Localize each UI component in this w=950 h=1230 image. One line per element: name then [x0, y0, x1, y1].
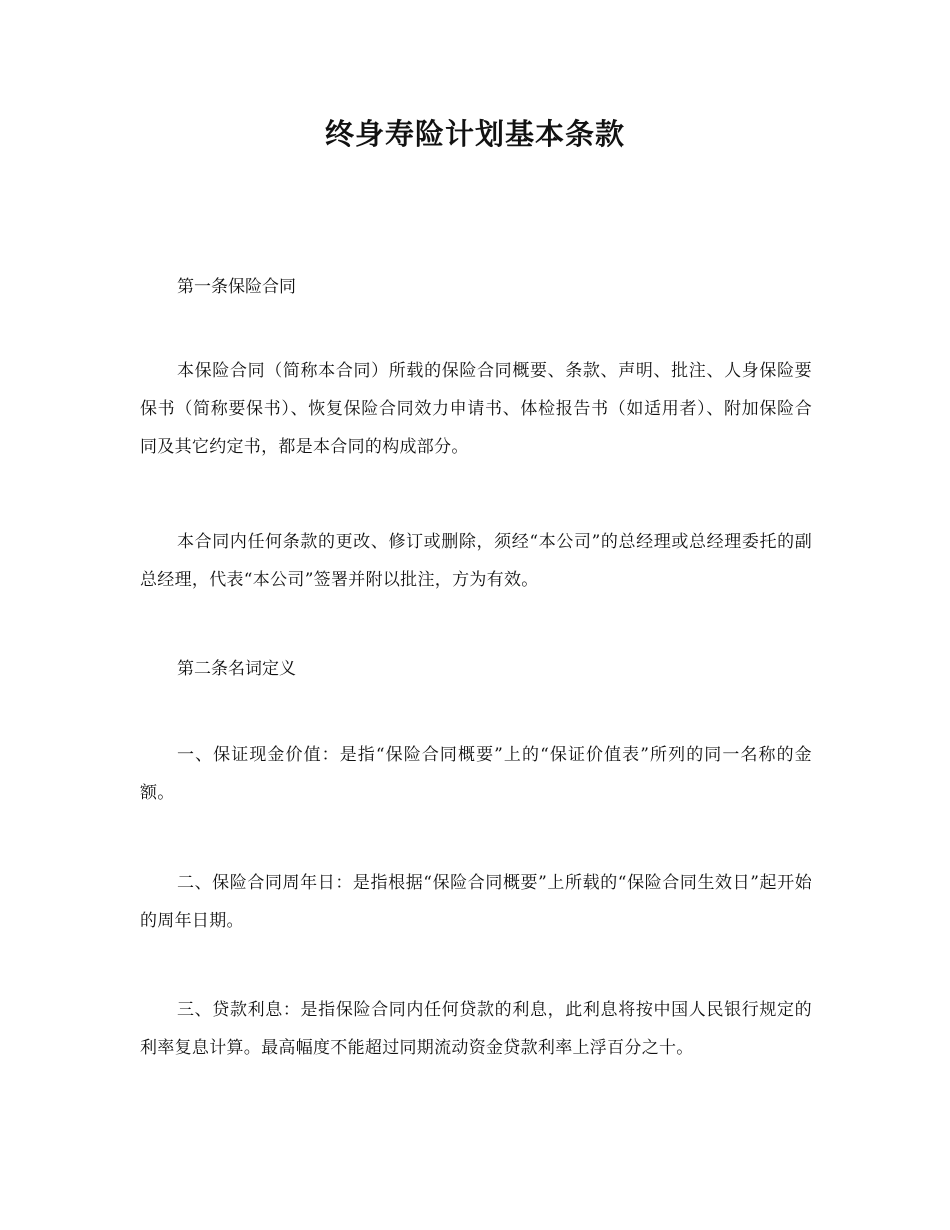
- document-title: 终身寿险计划基本条款: [324, 117, 625, 151]
- definition-3: 三、贷款利息：是指保险合同内任何贷款的利息，此利息将按中国人民银行规定的利率复息计算。最高幅度不能超过同期流动资金贷款利率上浮百分之十。: [140, 1000, 812, 1058]
- definition-1: 一、保证现金价值：是指“保险合同概要”上的“保证价值表”所列的同一名称的金额。: [140, 745, 812, 803]
- section-1-heading: 第一条保险合同: [177, 277, 296, 297]
- section-2-heading: 第二条名词定义: [177, 659, 296, 679]
- definition-2: 二、保险合同周年日：是指根据“保险合同概要”上所载的“保险合同生效日”起开始的周年日期。: [140, 873, 812, 931]
- section-1-paragraph-1: 本保险合同（简称本合同）所载的保险合同概要、条款、声明、批注、人身保险要保书（简称要保书）、恢复保险合同效力申请书、体检报告书（如适用者）、附加保险合同及其它约定书，都是本合同的构成部分。: [140, 361, 812, 457]
- section-1-paragraph-2: 本合同内任何条款的更改、修订或删除，须经“本公司”的总经理或总经理委托的副总经理，代表“本公司”签署并附以批注，方为有效。: [140, 532, 812, 590]
